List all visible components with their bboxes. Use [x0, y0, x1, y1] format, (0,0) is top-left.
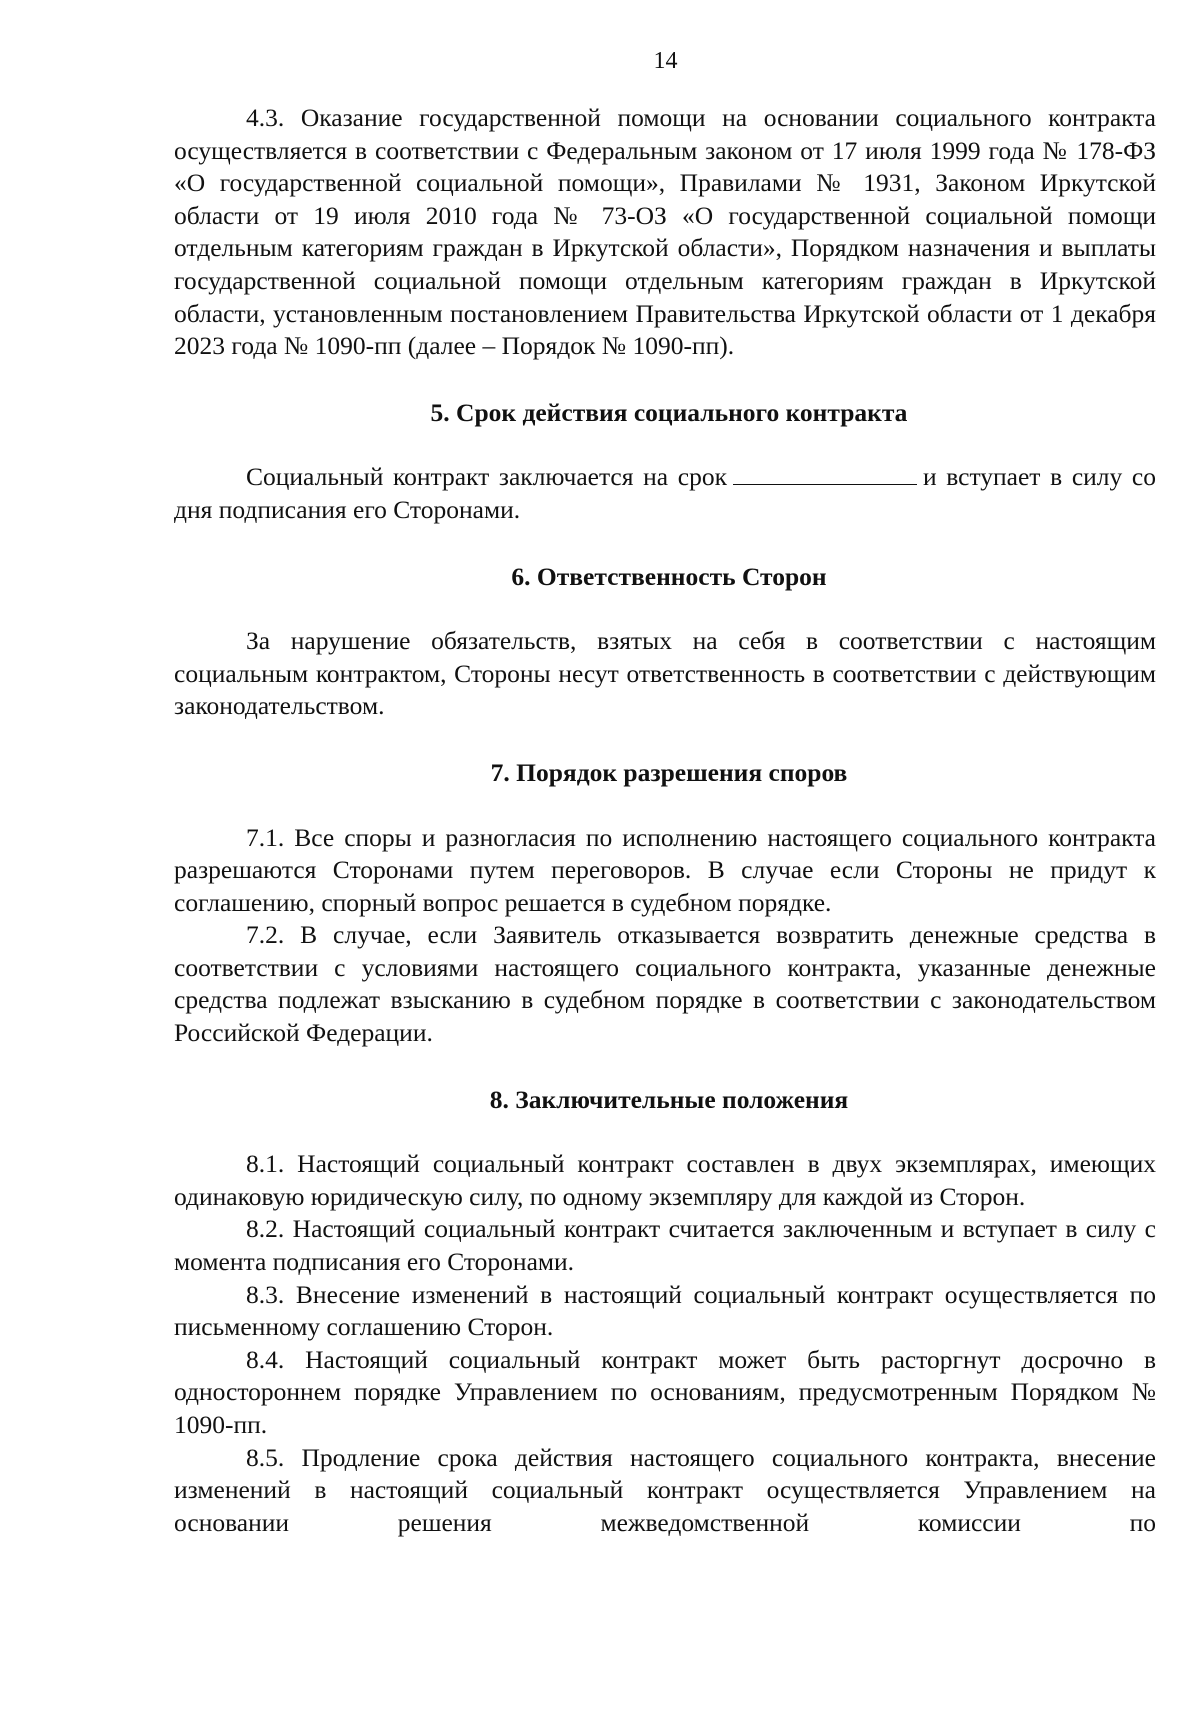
section-7-heading: 7. Порядок разрешения споров: [490, 757, 848, 787]
paragraph-4-3: 4.3. Оказание государственной помощи на основании социального контракта осуществляется в соответствии с Федеральным законом от 17 июля 1999 года № 178-ФЗ «О государственной социальной помощи», Правилами № 1931, Законом Иркутской области от 19 июля 2010 года № 73-ОЗ «О государственной социальной помощи отдельным категориям граждан в Иркутской области», Порядком назначения и выплаты государственной социальной помощи отдельным категориям граждан в Иркутской области, установленным постановлением Правительства Иркутской области от 1 декабря 2023 года № 1090-пп (далее – Порядок № 1090-пп).: [174, 103, 1156, 361]
section-5-heading: 5. Срок действия социального контракта: [430, 397, 908, 427]
page-number: 14: [653, 48, 678, 74]
paragraph-8-4: 8.4. Настоящий социальный контракт может быть расторгнут досрочно в одностороннем порядке Управлением по основаниям, предусмотренным Порядком № 1090-пп.: [174, 1344, 1156, 1439]
paragraph-7-1: 7.1. Все споры и разногласия по исполнению настоящего социального контракта разрешаются Сторонами путем переговоров. В случае если Стороны не придут к соглашению, спорный вопрос решается в судебном порядке.: [174, 822, 1156, 917]
paragraph-8-2: 8.2. Настоящий социальный контракт считается заключенным и вступает в силу с момента подписания его Сторонами.: [174, 1214, 1156, 1277]
paragraph-6: За нарушение обязательств, взятых на себя в соответствии с настоящим социальным контрактом, Стороны несут ответственность в соответствии с действующим законодательством.: [174, 626, 1156, 721]
term-blank-line: [733, 462, 917, 485]
paragraph-8-5: 8.5. Продление срока действия настоящего социального контракта, внесение изменений в настоящий социальный контракт осуществляется Управлением на основании решения межведомственной комиссии по: [174, 1442, 1156, 1537]
paragraph-8-3: 8.3. Внесение изменений в настоящий социальный контракт осуществляется по письменному соглашению Сторон.: [174, 1279, 1156, 1342]
paragraph-5-part2: и вступает в силу со дня подписания его Сторонами.: [174, 462, 1156, 524]
document-body: [174, 102, 1156, 1539]
paragraph-5: [174, 461, 1156, 526]
paragraph-8-1: 8.1. Настоящий социальный контракт составлен в двух экземплярах, имеющих одинаковую юридическую силу, по одному экземпляру для каждой из Сторон.: [174, 1149, 1156, 1211]
section-6-heading: 6. Ответственность Сторон: [511, 561, 827, 591]
section-8-heading: 8. Заключительные положения: [489, 1084, 849, 1114]
paragraph-5-part1: Социальный контракт заключается на срок: [246, 462, 727, 492]
paragraph-7-2: 7.2. В случае, если Заявитель отказывается возвратить денежные средства в соответствии с условиями настоящего социального контракта, указанные денежные средства подлежат взысканию в судебном порядке в соответствии с законодательством Российской Федерации.: [174, 920, 1156, 1048]
